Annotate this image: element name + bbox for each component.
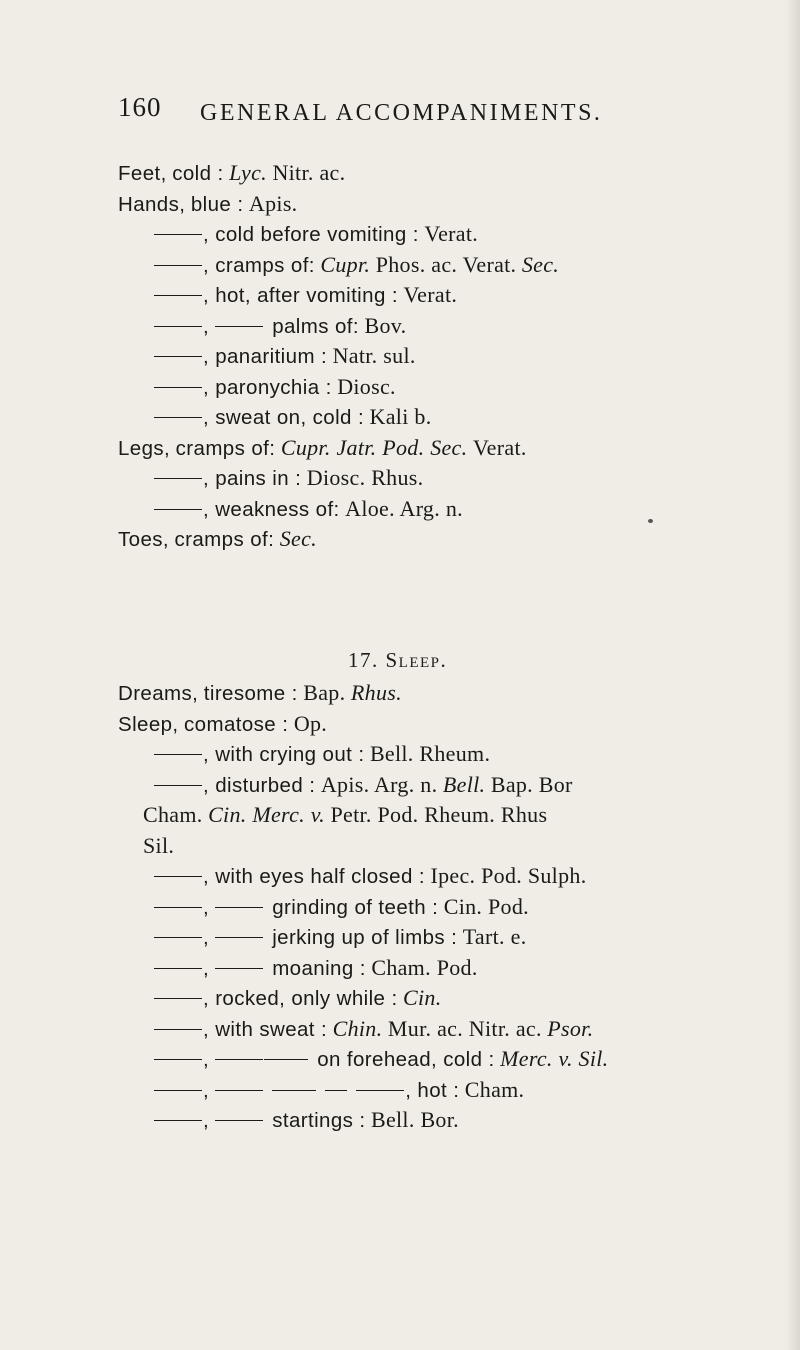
entry-heading: Dreams, bbox=[118, 682, 199, 705]
index-entry bbox=[154, 922, 527, 952]
remedy-abbreviation: Verat. bbox=[424, 221, 479, 246]
ditto-dash bbox=[154, 998, 202, 999]
entry-term: rocked, only while : bbox=[215, 987, 398, 1010]
remedy-abbreviation: Cham. bbox=[464, 1076, 525, 1102]
ditto-dash bbox=[154, 968, 202, 969]
remedy-abbreviation: Natr. sul. bbox=[332, 343, 416, 368]
page-edge-shadow bbox=[786, 0, 800, 1350]
ditto-dash bbox=[325, 1090, 347, 1091]
remedy-abbreviation: Diosc. Rhus. bbox=[306, 465, 424, 490]
running-title: GENERAL ACCOMPANIMENTS. bbox=[200, 100, 603, 126]
index-entry bbox=[154, 1014, 593, 1044]
remedy-abbreviation: Op. bbox=[293, 710, 328, 736]
remedy-abbreviation: Petr. Pod. Rheum. Rhus bbox=[330, 802, 548, 827]
index-entry bbox=[154, 463, 423, 493]
comma: , bbox=[203, 773, 216, 797]
ditto-dash bbox=[154, 754, 202, 755]
remedy-abbreviation: Bap. bbox=[303, 680, 346, 705]
comma: , bbox=[203, 956, 216, 980]
ditto-dash bbox=[154, 1090, 202, 1091]
remedy-abbreviation: Chin. bbox=[332, 1015, 383, 1041]
ditto-dash bbox=[215, 1090, 263, 1091]
comma: , bbox=[203, 497, 216, 521]
comma: , bbox=[203, 865, 216, 888]
entry-term: tiresome : bbox=[203, 682, 298, 705]
index-entry bbox=[143, 800, 547, 830]
ditto-dash bbox=[356, 1090, 404, 1091]
remedy-abbreviation: Tart. e. bbox=[462, 924, 527, 949]
remedy-abbreviation: Cin. Pod. bbox=[443, 893, 529, 919]
index-entry bbox=[143, 831, 174, 861]
entry-heading: Feet, bbox=[118, 162, 167, 185]
remedy-abbreviation: Ipec. Pod. Sulph. bbox=[430, 863, 587, 888]
comma: , bbox=[203, 895, 216, 919]
ditto-dash bbox=[154, 1059, 202, 1060]
comma: , bbox=[203, 1078, 216, 1102]
index-entry bbox=[154, 494, 463, 524]
entry-term: cramps of: bbox=[174, 528, 275, 551]
ditto-dash bbox=[215, 326, 263, 327]
remedy-abbreviation: Psor. bbox=[547, 1015, 594, 1041]
entry-term: moaning : bbox=[272, 956, 366, 980]
entry-term: pains in : bbox=[215, 467, 302, 490]
ditto-dash bbox=[154, 326, 202, 327]
index-entry bbox=[118, 433, 527, 463]
index-entry bbox=[154, 953, 478, 983]
entry-term: with eyes half closed : bbox=[215, 865, 425, 888]
ditto-dash bbox=[154, 907, 202, 908]
comma: , bbox=[203, 467, 216, 490]
index-entry bbox=[154, 311, 406, 341]
index-entry bbox=[118, 709, 327, 739]
entry-heading: Toes, bbox=[118, 528, 169, 551]
entry-term: palms of: bbox=[272, 314, 359, 338]
index-entry bbox=[118, 524, 317, 554]
index-entry bbox=[118, 678, 402, 708]
entry-term: startings : bbox=[272, 1109, 366, 1132]
ditto-dash bbox=[215, 937, 263, 938]
comma: , bbox=[203, 987, 216, 1010]
index-entry bbox=[154, 219, 478, 249]
ditto-dash bbox=[154, 387, 202, 388]
remedy-abbreviation: Cin. Merc. v. bbox=[208, 802, 325, 827]
remedy-abbreviation: Apis. Arg. n. bbox=[320, 771, 438, 797]
comma: , bbox=[203, 1109, 216, 1132]
section-heading-sleep: 17. Sleep. bbox=[348, 648, 448, 672]
index-entry bbox=[154, 280, 457, 310]
entry-term: cold before vomiting : bbox=[215, 223, 419, 246]
comma: , bbox=[203, 743, 216, 766]
entry-term: cramps of: bbox=[175, 436, 276, 460]
index-entry bbox=[154, 1105, 459, 1135]
ditto-dash bbox=[154, 876, 202, 877]
ditto-dash bbox=[154, 234, 202, 235]
entry-term: disturbed : bbox=[215, 773, 316, 797]
entry-term: grinding of teeth : bbox=[272, 895, 439, 919]
remedy-abbreviation: Sil. bbox=[143, 832, 175, 858]
entry-term: panaritium : bbox=[215, 345, 328, 368]
remedy-abbreviation: Bell. bbox=[442, 771, 486, 797]
remedy-abbreviation: Cupr. bbox=[320, 251, 371, 277]
index-entry bbox=[154, 861, 587, 891]
ink-speck bbox=[648, 519, 653, 523]
ditto-dash bbox=[154, 478, 202, 479]
remedy-abbreviation: Apis. bbox=[248, 190, 298, 216]
ditto-dash bbox=[215, 1059, 263, 1060]
entry-term: paronychia : bbox=[215, 375, 332, 399]
ditto-dash bbox=[264, 1059, 308, 1060]
ditto-dash bbox=[154, 785, 202, 786]
ditto-dash bbox=[154, 1120, 202, 1121]
entry-term: comatose : bbox=[184, 712, 289, 736]
remedy-abbreviation: Diosc. bbox=[337, 373, 396, 399]
comma: , bbox=[203, 406, 216, 429]
comma: , bbox=[203, 345, 216, 368]
remedy-abbreviation: Bap. Bor bbox=[490, 771, 573, 797]
index-entry bbox=[154, 402, 432, 432]
remedy-abbreviation: Cin. bbox=[403, 985, 442, 1010]
index-entry bbox=[154, 372, 396, 402]
index-entry bbox=[154, 983, 442, 1013]
ditto-dash bbox=[154, 295, 202, 296]
entry-term: sweat on, cold : bbox=[215, 406, 365, 429]
index-entry bbox=[154, 250, 559, 280]
index-entry bbox=[154, 1075, 524, 1105]
entry-heading: Hands, bbox=[118, 192, 186, 216]
remedy-abbreviation: Nitr. ac. bbox=[272, 160, 346, 185]
index-entry bbox=[154, 739, 490, 769]
ditto-dash bbox=[154, 509, 202, 510]
ditto-dash bbox=[272, 1090, 316, 1091]
comma: , bbox=[203, 1048, 216, 1071]
index-entry bbox=[154, 341, 416, 371]
index-entry bbox=[154, 892, 529, 922]
comma: , bbox=[203, 314, 216, 338]
entry-term: weakness of: bbox=[215, 497, 340, 521]
comma: , bbox=[203, 253, 216, 277]
entry-term: cramps of: bbox=[215, 253, 315, 277]
ditto-dash bbox=[215, 1120, 263, 1121]
remedy-abbreviation: Aloe. Arg. n. bbox=[345, 495, 463, 521]
entry-term: , hot : bbox=[405, 1078, 460, 1102]
ditto-dash bbox=[154, 937, 202, 938]
comma: , bbox=[203, 926, 216, 949]
remedy-abbreviation: Verat. bbox=[403, 282, 458, 307]
page-header bbox=[118, 92, 738, 132]
ditto-dash bbox=[154, 265, 202, 266]
entry-term: with sweat : bbox=[215, 1017, 328, 1041]
remedy-abbreviation: Sec. bbox=[521, 251, 560, 277]
ditto-dash bbox=[215, 968, 263, 969]
comma: , bbox=[203, 284, 216, 307]
remedy-abbreviation: Rhus. bbox=[350, 680, 402, 705]
index-entry bbox=[118, 158, 345, 188]
index-entry bbox=[118, 189, 297, 219]
remedy-abbreviation: Cham. bbox=[143, 802, 203, 827]
entry-term: hot, after vomiting : bbox=[215, 284, 398, 307]
ditto-dash bbox=[154, 356, 202, 357]
entry-heading: Legs, bbox=[118, 436, 171, 460]
comma: , bbox=[203, 223, 216, 246]
ditto-dash bbox=[154, 417, 202, 418]
entry-term: cold : bbox=[172, 162, 224, 185]
ditto-dash bbox=[154, 1029, 202, 1030]
index-entry bbox=[154, 770, 573, 800]
remedy-abbreviation: Cupr. Jatr. Pod. Sec. bbox=[280, 434, 468, 460]
remedy-abbreviation: Verat. bbox=[472, 434, 527, 460]
remedy-abbreviation: Bell. Rheum. bbox=[369, 741, 491, 766]
remedy-abbreviation: Kali b. bbox=[369, 404, 432, 429]
remedy-abbreviation: Cham. Pod. bbox=[371, 954, 478, 980]
page-number: 160 bbox=[118, 92, 162, 122]
remedy-abbreviation: Mur. ac. Nitr. ac. bbox=[387, 1015, 542, 1041]
entry-term: with crying out : bbox=[215, 743, 365, 766]
remedy-abbreviation: Bov. bbox=[364, 312, 407, 338]
entry-term: blue : bbox=[190, 192, 244, 216]
ditto-dash bbox=[215, 907, 263, 908]
remedy-abbreviation: Sec. bbox=[279, 526, 317, 551]
entry-term: on forehead, cold : bbox=[317, 1048, 495, 1071]
comma: , bbox=[203, 375, 216, 399]
remedy-abbreviation: Merc. v. Sil. bbox=[500, 1046, 609, 1071]
remedy-abbreviation: Phos. ac. Verat. bbox=[375, 251, 517, 277]
entry-heading: Sleep, bbox=[118, 712, 179, 736]
remedy-abbreviation: Bell. Bor. bbox=[370, 1107, 459, 1132]
entry-term: jerking up of limbs : bbox=[272, 926, 458, 949]
remedy-abbreviation: Lyc. bbox=[229, 160, 267, 185]
index-entry bbox=[154, 1044, 608, 1074]
comma: , bbox=[203, 1017, 216, 1041]
